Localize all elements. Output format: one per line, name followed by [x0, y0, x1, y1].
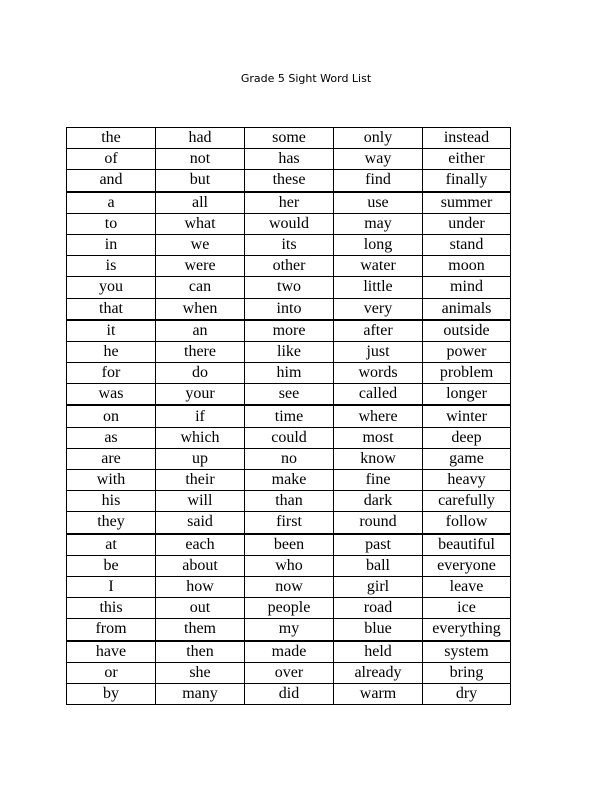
word-cell: words [334, 363, 423, 384]
word-cell: will [156, 491, 245, 512]
table-row [67, 170, 511, 192]
word-cell: and [67, 170, 156, 192]
word-cell: many [156, 683, 245, 704]
word-cell: which [156, 427, 245, 448]
table-row [67, 662, 511, 683]
word-cell: longer [423, 384, 511, 406]
table-row [67, 128, 511, 149]
word-cell: dry [423, 683, 511, 704]
word-cell: up [156, 448, 245, 469]
word-cell: use [334, 192, 423, 214]
word-cell: way [334, 149, 423, 170]
word-cell: than [245, 491, 334, 512]
word-cell: him [245, 363, 334, 384]
page-title: Grade 5 Sight Word List [240, 72, 372, 85]
word-cell: instead [423, 128, 511, 149]
word-cell: be [67, 555, 156, 576]
word-cell: like [245, 341, 334, 362]
sight-word-table-body [67, 128, 511, 705]
table-row [67, 683, 511, 704]
word-cell: other [245, 256, 334, 277]
word-cell: her [245, 192, 334, 214]
word-cell: would [245, 213, 334, 234]
word-cell: them [156, 619, 245, 641]
word-cell: dark [334, 491, 423, 512]
word-cell: is [67, 256, 156, 277]
word-cell: water [334, 256, 423, 277]
word-cell: or [67, 662, 156, 683]
word-cell: only [334, 128, 423, 149]
word-cell: may [334, 213, 423, 234]
word-cell: then [156, 641, 245, 663]
word-cell: for [67, 363, 156, 384]
table-row [67, 192, 511, 214]
word-cell: about [156, 555, 245, 576]
word-cell: could [245, 427, 334, 448]
word-cell: were [156, 256, 245, 277]
table-row [67, 320, 511, 342]
word-cell: finally [423, 170, 511, 192]
word-cell: out [156, 598, 245, 619]
word-cell: winter [423, 405, 511, 427]
word-cell: see [245, 384, 334, 406]
word-cell: people [245, 598, 334, 619]
word-cell: long [334, 234, 423, 255]
word-cell: problem [423, 363, 511, 384]
word-cell: has [245, 149, 334, 170]
word-cell: moon [423, 256, 511, 277]
table-row [67, 298, 511, 320]
word-cell: as [67, 427, 156, 448]
table-row [67, 555, 511, 576]
word-cell: was [67, 384, 156, 406]
word-cell: he [67, 341, 156, 362]
word-cell: mind [423, 277, 511, 298]
word-cell: know [334, 448, 423, 469]
word-cell: ice [423, 598, 511, 619]
table-row [67, 512, 511, 534]
word-cell: its [245, 234, 334, 255]
table-row [67, 534, 511, 556]
word-cell: your [156, 384, 245, 406]
word-cell: by [67, 683, 156, 704]
word-cell: road [334, 598, 423, 619]
word-cell: where [334, 405, 423, 427]
word-cell: ball [334, 555, 423, 576]
table-row [67, 213, 511, 234]
word-cell: summer [423, 192, 511, 214]
word-cell: first [245, 512, 334, 534]
word-cell: heavy [423, 470, 511, 491]
word-cell: had [156, 128, 245, 149]
word-cell: made [245, 641, 334, 663]
word-cell: warm [334, 683, 423, 704]
word-cell: system [423, 641, 511, 663]
word-cell: called [334, 384, 423, 406]
word-cell: more [245, 320, 334, 342]
word-cell: blue [334, 619, 423, 641]
word-cell: their [156, 470, 245, 491]
word-cell: in [67, 234, 156, 255]
table-row [67, 234, 511, 255]
word-cell: girl [334, 576, 423, 597]
word-cell: can [156, 277, 245, 298]
word-cell: if [156, 405, 245, 427]
word-cell: after [334, 320, 423, 342]
word-cell: beautiful [423, 534, 511, 556]
word-cell: are [67, 448, 156, 469]
word-cell: either [423, 149, 511, 170]
word-cell: power [423, 341, 511, 362]
table-row [67, 491, 511, 512]
word-cell: each [156, 534, 245, 556]
word-cell: two [245, 277, 334, 298]
word-cell: she [156, 662, 245, 683]
table-row [67, 576, 511, 597]
word-cell: on [67, 405, 156, 427]
table-row [67, 341, 511, 362]
word-cell: do [156, 363, 245, 384]
word-cell: round [334, 512, 423, 534]
word-cell: fine [334, 470, 423, 491]
word-cell: when [156, 298, 245, 320]
word-cell: you [67, 277, 156, 298]
word-cell: these [245, 170, 334, 192]
word-cell: no [245, 448, 334, 469]
table-row [67, 470, 511, 491]
word-cell: just [334, 341, 423, 362]
word-cell: they [67, 512, 156, 534]
word-cell: said [156, 512, 245, 534]
word-cell: to [67, 213, 156, 234]
word-cell: leave [423, 576, 511, 597]
word-cell: into [245, 298, 334, 320]
word-cell: animals [423, 298, 511, 320]
word-cell: his [67, 491, 156, 512]
table-row [67, 448, 511, 469]
word-cell: with [67, 470, 156, 491]
word-cell: now [245, 576, 334, 597]
sight-word-table [66, 127, 511, 705]
table-row [67, 363, 511, 384]
word-cell: the [67, 128, 156, 149]
table-row [67, 256, 511, 277]
word-cell: under [423, 213, 511, 234]
word-cell: held [334, 641, 423, 663]
word-cell: time [245, 405, 334, 427]
word-cell: all [156, 192, 245, 214]
word-cell: of [67, 149, 156, 170]
table-row [67, 598, 511, 619]
word-cell: carefully [423, 491, 511, 512]
word-cell: that [67, 298, 156, 320]
word-cell: little [334, 277, 423, 298]
table-row [67, 427, 511, 448]
word-cell: find [334, 170, 423, 192]
word-cell: already [334, 662, 423, 683]
word-cell: what [156, 213, 245, 234]
word-cell: but [156, 170, 245, 192]
word-cell: make [245, 470, 334, 491]
word-cell: not [156, 149, 245, 170]
word-cell: bring [423, 662, 511, 683]
word-cell: most [334, 427, 423, 448]
word-cell: it [67, 320, 156, 342]
word-cell: very [334, 298, 423, 320]
word-cell: at [67, 534, 156, 556]
table-row [67, 277, 511, 298]
word-cell: past [334, 534, 423, 556]
word-cell: game [423, 448, 511, 469]
word-cell: we [156, 234, 245, 255]
word-cell: have [67, 641, 156, 663]
table-row [67, 641, 511, 663]
table-row [67, 405, 511, 427]
table-row [67, 619, 511, 641]
word-cell: from [67, 619, 156, 641]
word-cell: follow [423, 512, 511, 534]
word-cell: deep [423, 427, 511, 448]
word-cell: everything [423, 619, 511, 641]
word-cell: did [245, 683, 334, 704]
word-cell: some [245, 128, 334, 149]
word-cell: stand [423, 234, 511, 255]
word-cell: over [245, 662, 334, 683]
word-cell: how [156, 576, 245, 597]
table-row [67, 384, 511, 406]
word-cell: my [245, 619, 334, 641]
word-cell: I [67, 576, 156, 597]
word-cell: everyone [423, 555, 511, 576]
word-cell: an [156, 320, 245, 342]
word-cell: outside [423, 320, 511, 342]
word-cell: there [156, 341, 245, 362]
word-cell: who [245, 555, 334, 576]
word-cell: a [67, 192, 156, 214]
word-cell: this [67, 598, 156, 619]
word-cell: been [245, 534, 334, 556]
table-row [67, 149, 511, 170]
